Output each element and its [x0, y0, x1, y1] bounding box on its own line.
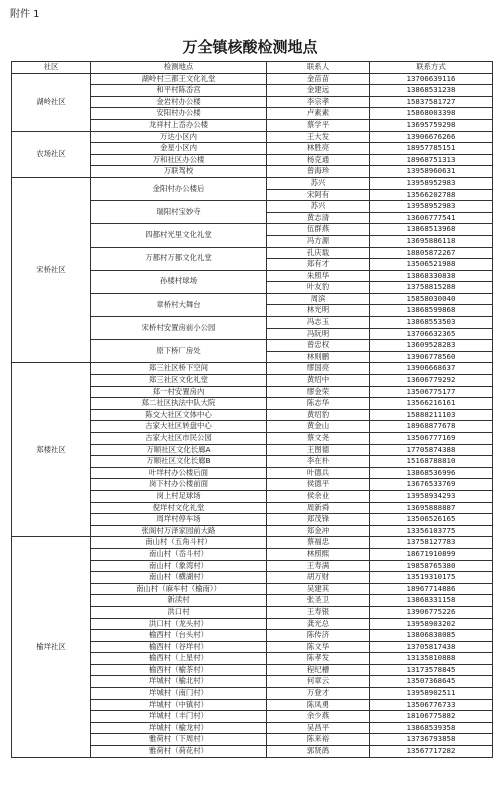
phone-cell: 13356103775 — [370, 525, 493, 537]
location-cell: 金阳村办公楼后 — [91, 177, 267, 200]
location-cell: 垟城村（南门村） — [91, 688, 267, 700]
location-cell: 万都村万都文化礼堂 — [91, 247, 267, 270]
contact-cell: 陈文华 — [267, 641, 370, 653]
contact-cell: 朱照华 — [267, 270, 370, 282]
location-cell: 倪垟村文化礼堂 — [91, 502, 267, 514]
phone-cell: 18968751313 — [370, 154, 493, 166]
phone-cell: 13868536996 — [370, 467, 493, 479]
location-cell: 陈交大社区文体中心 — [91, 409, 267, 421]
contact-cell: 李在朴 — [267, 456, 370, 468]
contact-cell: 冯阮明 — [267, 328, 370, 340]
contact-cell: 程纪槽 — [267, 664, 370, 676]
location-cell: 古家大社区市民公园 — [91, 433, 267, 445]
contact-cell: 林胜亮 — [267, 143, 370, 155]
contact-cell: 周滨 — [267, 293, 370, 305]
contact-cell: 林照熙 — [267, 548, 370, 560]
phone-cell: 13758127783 — [370, 537, 493, 549]
location-cell: 垟城村（榆北村） — [91, 676, 267, 688]
contact-cell: 曾海珍 — [267, 166, 370, 178]
phone-cell: 15168788810 — [370, 456, 493, 468]
location-cell: 金岩村办公楼 — [91, 96, 267, 108]
location-cell: 孙楼村球场 — [91, 270, 267, 293]
phone-cell: 13958960631 — [370, 166, 493, 178]
phone-cell: 13706632365 — [370, 328, 493, 340]
phone-cell: 13868531238 — [370, 85, 493, 97]
contact-cell: 郑有才 — [267, 259, 370, 271]
contact-cell: 胡万财 — [267, 572, 370, 584]
contact-cell: 孔庆载 — [267, 247, 370, 259]
contact-cell: 苏兴 — [267, 201, 370, 213]
location-cell: 雅荷村（下周村） — [91, 734, 267, 746]
phone-cell: 13868513968 — [370, 224, 493, 236]
contact-cell: 伍群燕 — [267, 224, 370, 236]
phone-cell: 13706639116 — [370, 73, 493, 85]
contact-cell: 冯志玉 — [267, 317, 370, 329]
phone-cell: 15888211103 — [370, 409, 493, 421]
phone-cell: 13606779292 — [370, 375, 493, 387]
testing-sites-table — [11, 61, 493, 758]
table-row — [12, 537, 493, 549]
contact-cell: 缪国亮 — [267, 363, 370, 375]
contact-cell: 黄志清 — [267, 212, 370, 224]
contact-cell: 王大发 — [267, 131, 370, 143]
header-community: 社区 — [12, 62, 91, 74]
table-row — [12, 363, 493, 375]
phone-cell: 13906778560 — [370, 351, 493, 363]
community-cell: 农场社区 — [12, 131, 91, 177]
location-cell: 南山村（麻车村（榆南）） — [91, 583, 267, 595]
location-cell: 古家大社区转盘中心 — [91, 421, 267, 433]
location-cell: 湖岭村三都王文化礼堂 — [91, 73, 267, 85]
phone-cell: 18106775882 — [370, 711, 493, 723]
location-cell: 榆西村（榆茶村） — [91, 664, 267, 676]
contact-cell: 杨克通 — [267, 154, 370, 166]
phone-cell: 13868553503 — [370, 317, 493, 329]
attachment-label: 附件 1 — [10, 9, 40, 20]
phone-cell: 13695759298 — [370, 119, 493, 131]
phone-cell: 13695888887 — [370, 502, 493, 514]
location-cell: 万达小区内 — [91, 131, 267, 143]
contact-cell: 叶德兵 — [267, 467, 370, 479]
location-cell: 南山村（五角斗村） — [91, 537, 267, 549]
table-header-row — [12, 62, 493, 74]
header-phone: 联系方式 — [370, 62, 493, 74]
location-cell: 四都村光里文化礼堂 — [91, 224, 267, 247]
contact-cell: 张圣卫 — [267, 595, 370, 607]
phone-cell: 13958903202 — [370, 618, 493, 630]
contact-cell: 王图德 — [267, 444, 370, 456]
contact-cell: 蔡福忠 — [267, 537, 370, 549]
location-cell: 周垟村停车场 — [91, 514, 267, 526]
phone-cell: 13906775226 — [370, 606, 493, 618]
contact-cell: 侯德平 — [267, 479, 370, 491]
contact-cell: 王寿银 — [267, 606, 370, 618]
contact-cell: 陈孝发 — [267, 653, 370, 665]
location-cell: 新渎村 — [91, 595, 267, 607]
phone-cell: 18671910899 — [370, 548, 493, 560]
location-cell: 榆西村（台头村） — [91, 630, 267, 642]
contact-cell: 黄绍中 — [267, 375, 370, 387]
location-cell: 万顺社区文化长廊A — [91, 444, 267, 456]
location-cell: 宋桥村安置房前小公园 — [91, 317, 267, 340]
contact-cell: 郑茂锋 — [267, 514, 370, 526]
phone-cell: 13868599868 — [370, 305, 493, 317]
phone-cell: 13736793858 — [370, 734, 493, 746]
contact-cell: 冯方源 — [267, 235, 370, 247]
phone-cell: 18957785151 — [370, 143, 493, 155]
phone-cell: 13507368645 — [370, 676, 493, 688]
contact-cell: 宋阿有 — [267, 189, 370, 201]
contact-cell: 郭贤鸽 — [267, 746, 370, 758]
location-cell: 南山村（岙斗村） — [91, 548, 267, 560]
contact-cell: 余少燕 — [267, 711, 370, 723]
phone-cell: 18805872267 — [370, 247, 493, 259]
location-cell: 和平村陈岙宫 — [91, 85, 267, 97]
phone-cell: 13566216161 — [370, 398, 493, 410]
contact-cell: 万登才 — [267, 688, 370, 700]
contact-cell: 陈志华 — [267, 398, 370, 410]
location-cell: 万和社区办公楼 — [91, 154, 267, 166]
community-cell: 榆垟社区 — [12, 537, 91, 757]
location-cell: 榆西村（上星村） — [91, 653, 267, 665]
phone-cell: 13906668637 — [370, 363, 493, 375]
phone-cell: 15868003398 — [370, 108, 493, 120]
location-cell: 南山村（象湾村） — [91, 560, 267, 572]
phone-cell: 13567717282 — [370, 746, 493, 758]
phone-cell: 13958952983 — [370, 201, 493, 213]
contact-cell: 黄金山 — [267, 421, 370, 433]
page-title: 万全镇核酸检测地点 — [182, 38, 318, 56]
location-cell: 万联驾校 — [91, 166, 267, 178]
location-cell: 雅荷村（荷花村） — [91, 746, 267, 758]
phone-cell: 13609528283 — [370, 340, 493, 352]
contact-cell: 陈来裕 — [267, 734, 370, 746]
phone-cell: 15858030040 — [370, 293, 493, 305]
contact-cell: 蔡文尧 — [267, 433, 370, 445]
location-cell: 原下桥厂房处 — [91, 340, 267, 363]
contact-cell: 龚光总 — [267, 618, 370, 630]
header-contact: 联系人 — [267, 62, 370, 74]
phone-cell: 19858765380 — [370, 560, 493, 572]
location-cell: 垟城村（丰门村） — [91, 711, 267, 723]
phone-cell: 13506777169 — [370, 433, 493, 445]
community-cell: 湖岭社区 — [12, 73, 91, 131]
phone-cell: 13958934293 — [370, 490, 493, 502]
contact-cell: 吴建其 — [267, 583, 370, 595]
phone-cell: 18968877678 — [370, 421, 493, 433]
phone-cell: 13506526165 — [370, 514, 493, 526]
phone-cell: 13958902511 — [370, 688, 493, 700]
contact-cell: 蔡学平 — [267, 119, 370, 131]
location-cell: 安阳村办公楼 — [91, 108, 267, 120]
contact-cell: 金苗苗 — [267, 73, 370, 85]
location-cell: 金星小区内 — [91, 143, 267, 155]
contact-cell: 周新舜 — [267, 502, 370, 514]
location-cell: 洪口村（龙头村） — [91, 618, 267, 630]
phone-cell: 17705874388 — [370, 444, 493, 456]
phone-cell: 13606777541 — [370, 212, 493, 224]
location-cell: 岗下村办公楼前面 — [91, 479, 267, 491]
contact-cell: 林光明 — [267, 305, 370, 317]
phone-cell: 13806838085 — [370, 630, 493, 642]
community-cell: 宋桥社区 — [12, 177, 91, 363]
location-cell: 垟城村（中镇村） — [91, 699, 267, 711]
location-cell: 万顺社区文化长廊B — [91, 456, 267, 468]
contact-cell: 卢素素 — [267, 108, 370, 120]
phone-cell: 13506776733 — [370, 699, 493, 711]
table-row — [12, 131, 493, 143]
phone-cell: 13868330838 — [370, 270, 493, 282]
location-cell: 张阁村万泽家园前大路 — [91, 525, 267, 537]
location-cell: 垟城村（榆龙村） — [91, 722, 267, 734]
phone-cell: 13958952983 — [370, 177, 493, 189]
contact-cell: 缪金荣 — [267, 386, 370, 398]
contact-cell: 金建远 — [267, 85, 370, 97]
location-cell: 郑三社区桥下空间 — [91, 363, 267, 375]
header-location: 检测地点 — [91, 62, 267, 74]
phone-cell: 13506521988 — [370, 259, 493, 271]
phone-cell: 13135810888 — [370, 653, 493, 665]
table-row — [12, 73, 493, 85]
phone-cell: 13695886118 — [370, 235, 493, 247]
phone-cell: 13506775177 — [370, 386, 493, 398]
contact-cell: 黄绍豹 — [267, 409, 370, 421]
phone-cell: 13566202788 — [370, 189, 493, 201]
location-cell: 岗上村足球场 — [91, 490, 267, 502]
location-cell: 瑞阳村宝妙寺 — [91, 201, 267, 224]
contact-cell: 侯余业 — [267, 490, 370, 502]
contact-cell: 陈凤勇 — [267, 699, 370, 711]
phone-cell: 18967714886 — [370, 583, 493, 595]
contact-cell: 何章云 — [267, 676, 370, 688]
phone-cell: 13868331158 — [370, 595, 493, 607]
location-cell: 洪口村 — [91, 606, 267, 618]
location-cell: 郑一村安置房内 — [91, 386, 267, 398]
contact-cell: 王寿满 — [267, 560, 370, 572]
phone-cell: 13758815288 — [370, 282, 493, 294]
location-cell: 榆西村（谷垟村） — [91, 641, 267, 653]
location-cell: 郑二社区执法中队大院 — [91, 398, 267, 410]
location-cell: 章桥村大舞台 — [91, 293, 267, 316]
phone-cell: 13173578845 — [370, 664, 493, 676]
contact-cell: 郑金冲 — [267, 525, 370, 537]
contact-cell: 叶友豹 — [267, 282, 370, 294]
contact-cell: 吴昌平 — [267, 722, 370, 734]
contact-cell: 曾忠权 — [267, 340, 370, 352]
location-cell: 郑三社区文化礼堂 — [91, 375, 267, 387]
contact-cell: 林则鹏 — [267, 351, 370, 363]
location-cell: 龙祥村上岙办公楼 — [91, 119, 267, 131]
location-cell: 南山村（横湖村） — [91, 572, 267, 584]
table-row — [12, 177, 493, 189]
community-cell: 郑楼社区 — [12, 363, 91, 537]
phone-cell: 13705817438 — [370, 641, 493, 653]
phone-cell: 13868539358 — [370, 722, 493, 734]
contact-cell: 陈传济 — [267, 630, 370, 642]
phone-cell: 13519310175 — [370, 572, 493, 584]
phone-cell: 13906676266 — [370, 131, 493, 143]
location-cell: 叶垟村办公楼后面 — [91, 467, 267, 479]
contact-cell: 苏兴 — [267, 177, 370, 189]
phone-cell: 15837581727 — [370, 96, 493, 108]
phone-cell: 13676533769 — [370, 479, 493, 491]
contact-cell: 李宗孝 — [267, 96, 370, 108]
